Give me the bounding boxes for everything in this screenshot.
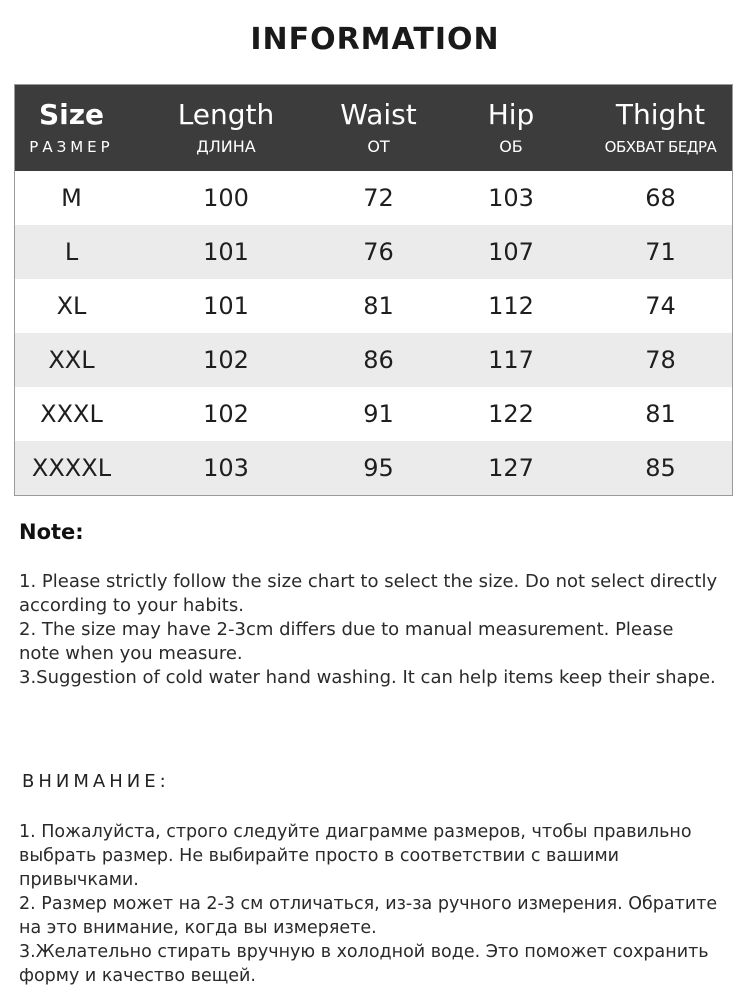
header-waist-en: Waist (340, 98, 417, 131)
cell-length: 102 (203, 346, 249, 374)
cell-hip: 103 (488, 184, 534, 212)
header-waist-ru: ОТ (367, 137, 390, 156)
note-item-ru: 2. Размер может на 2-3 см отличаться, из-за ручного измерения. Обратите на это внимание, когда вы измеряете. (19, 894, 718, 938)
table-row (15, 387, 732, 441)
header-thigh (589, 85, 732, 171)
cell-waist: 86 (363, 346, 394, 374)
table-row (15, 225, 732, 279)
cell-hip: 112 (488, 292, 534, 320)
cell-size: XXXXL (31, 454, 112, 482)
header-waist (324, 85, 433, 171)
note-list-ru (19, 820, 731, 988)
cell-thigh: 74 (645, 292, 676, 320)
cell-thigh: 81 (645, 400, 676, 428)
note-item: 2. The size may have 2-3cm differs due to manual measurement. Please note when you measure. (19, 619, 674, 664)
header-hip (433, 85, 589, 171)
cell-length: 101 (203, 292, 249, 320)
cell-waist: 72 (363, 184, 394, 212)
header-length-en: Length (177, 98, 275, 131)
cell-length: 103 (203, 454, 249, 482)
note-item: 3.Suggestion of cold water hand washing. It can help items keep their shape. (19, 667, 716, 688)
table-header (15, 85, 732, 171)
cell-hip: 122 (488, 400, 534, 428)
header-hip-en: Hip (487, 98, 535, 131)
note-item: 1. Please strictly follow the size chart to select the size. Do not select directly according to your habits. (19, 571, 718, 616)
cell-size: XL (56, 292, 87, 320)
cell-waist: 81 (363, 292, 394, 320)
cell-size: XXXL (40, 400, 103, 428)
note-heading-ru: ВНИМАНИЕ: (22, 771, 170, 792)
cell-hip: 107 (488, 238, 534, 266)
header-thigh-en: Thight (615, 98, 706, 131)
cell-waist: 76 (363, 238, 394, 266)
cell-hip: 127 (488, 454, 534, 482)
header-length-ru: ДЛИНА (196, 137, 256, 156)
cell-waist: 91 (363, 400, 394, 428)
cell-size: M (61, 184, 82, 212)
cell-hip: 117 (488, 346, 534, 374)
table-row (15, 279, 732, 333)
cell-size: XXL (48, 346, 95, 374)
size-chart-table (14, 84, 733, 496)
cell-length: 101 (203, 238, 249, 266)
table-row (15, 171, 732, 225)
cell-thigh: 78 (645, 346, 676, 374)
note-list-en (19, 570, 719, 690)
table-row (15, 441, 732, 495)
cell-length: 100 (203, 184, 249, 212)
note-item-ru: 3.Желательно стирать вручную в холодной воде. Это поможет сохранить форму и качество вещей. (19, 942, 709, 986)
header-size-ru: РАЗМЕР (29, 138, 114, 156)
note-item-ru: 1. Пожалуйста, строго следуйте диаграмме размеров, чтобы правильно выбрать размер. Не выбирайте просто в соответствии с вашими привычками. (19, 822, 692, 890)
header-hip-ru: ОБ (499, 137, 523, 156)
cell-waist: 95 (363, 454, 394, 482)
cell-size: L (64, 238, 79, 266)
header-size-en: Size (38, 98, 105, 131)
cell-thigh: 85 (645, 454, 676, 482)
cell-thigh: 68 (645, 184, 676, 212)
note-heading: Note: (19, 520, 84, 544)
table-row (15, 333, 732, 387)
header-thigh-ru: ОБХВАТ БЕДРА (604, 138, 717, 156)
cell-length: 102 (203, 400, 249, 428)
page-title: INFORMATION (250, 22, 500, 57)
header-size (15, 85, 128, 171)
header-length (128, 85, 324, 171)
cell-thigh: 71 (645, 238, 676, 266)
